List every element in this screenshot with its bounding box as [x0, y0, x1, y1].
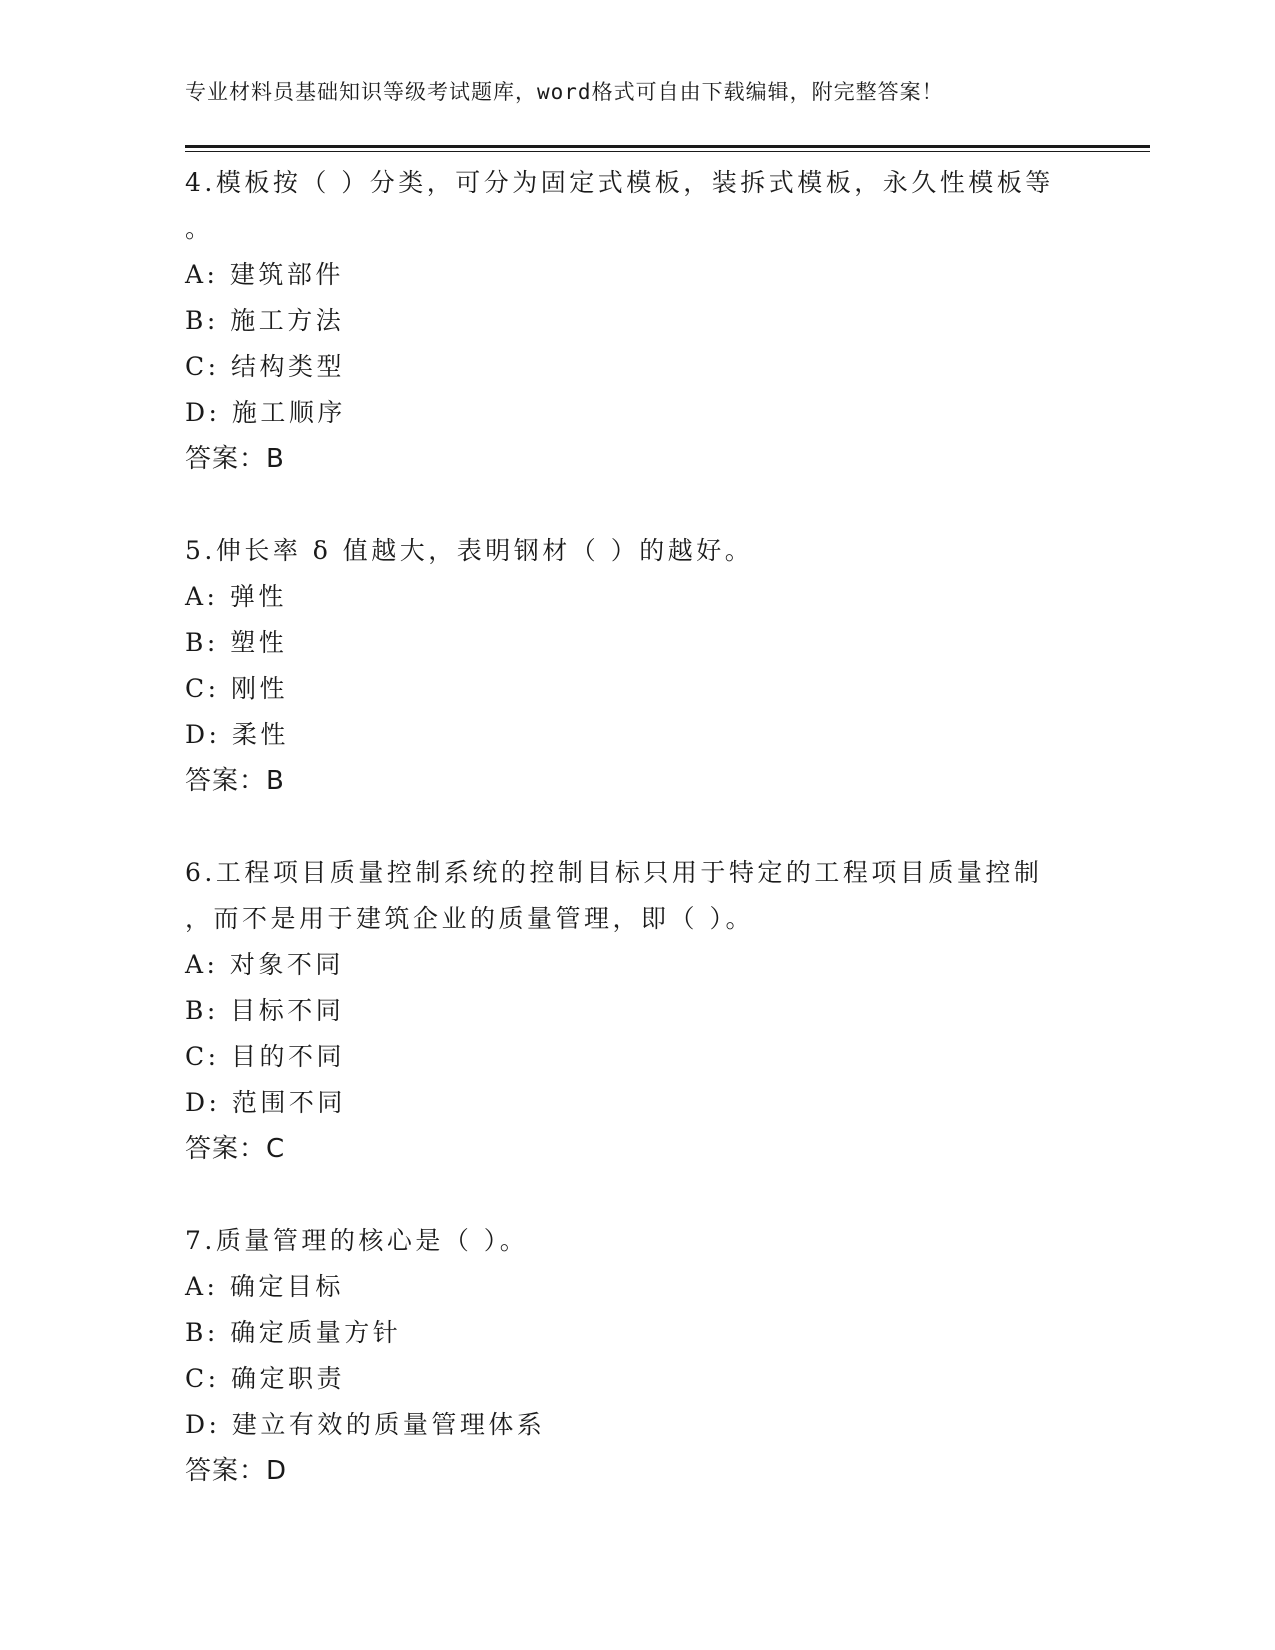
- option-d: D: 范围不同: [185, 1088, 346, 1117]
- question-stem: 6.工程项目质量控制系统的控制目标只用于特定的工程项目质量控制: [185, 858, 1043, 887]
- option-d: D: 柔性: [185, 720, 289, 749]
- question-5: [185, 528, 1085, 804]
- option-d: D: 施工顺序: [185, 398, 346, 427]
- answer: 答案：B: [185, 444, 285, 474]
- answer: 答案：B: [185, 766, 285, 796]
- header-rule-thin: [185, 151, 1150, 152]
- option-d: D: 建立有效的质量管理体系: [185, 1410, 546, 1439]
- option-c: C: 确定职责: [185, 1364, 345, 1393]
- question-stem: 7.质量管理的核心是（ ）。: [185, 1226, 529, 1255]
- question-stem: 。: [185, 214, 214, 243]
- option-c: C: 刚性: [185, 674, 288, 703]
- option-c: C: 目的不同: [185, 1042, 345, 1071]
- option-b: B: 目标不同: [185, 996, 345, 1025]
- option-a: A: 对象不同: [185, 950, 344, 979]
- question-stem: 4.模板按（ ）分类，可分为固定式模板，装拆式模板，永久性模板等: [185, 168, 1054, 197]
- option-c: C: 结构类型: [185, 352, 345, 381]
- question-6: [185, 850, 1085, 1172]
- option-b: B: 确定质量方针: [185, 1318, 402, 1347]
- answer: 答案：D: [185, 1456, 288, 1486]
- page-header: 专业材料员基础知识等级考试题库，word格式可自由下载编辑，附完整答案！: [185, 80, 944, 104]
- option-a: A: 建筑部件: [185, 260, 344, 289]
- header-rule-thick: [185, 145, 1150, 148]
- option-a: A: 确定目标: [185, 1272, 344, 1301]
- option-b: B: 塑性: [185, 628, 288, 657]
- option-a: A: 弹性: [185, 582, 287, 611]
- question-stem: ，而不是用于建筑企业的质量管理，即（ ）。: [185, 904, 754, 933]
- question-list: [185, 160, 1085, 1540]
- question-7: [185, 1218, 1085, 1494]
- option-b: B: 施工方法: [185, 306, 345, 335]
- question-stem: 5.伸长率 δ 值越大，表明钢材（ ）的越好。: [185, 536, 754, 565]
- question-4: [185, 160, 1085, 482]
- answer: 答案：C: [185, 1134, 286, 1164]
